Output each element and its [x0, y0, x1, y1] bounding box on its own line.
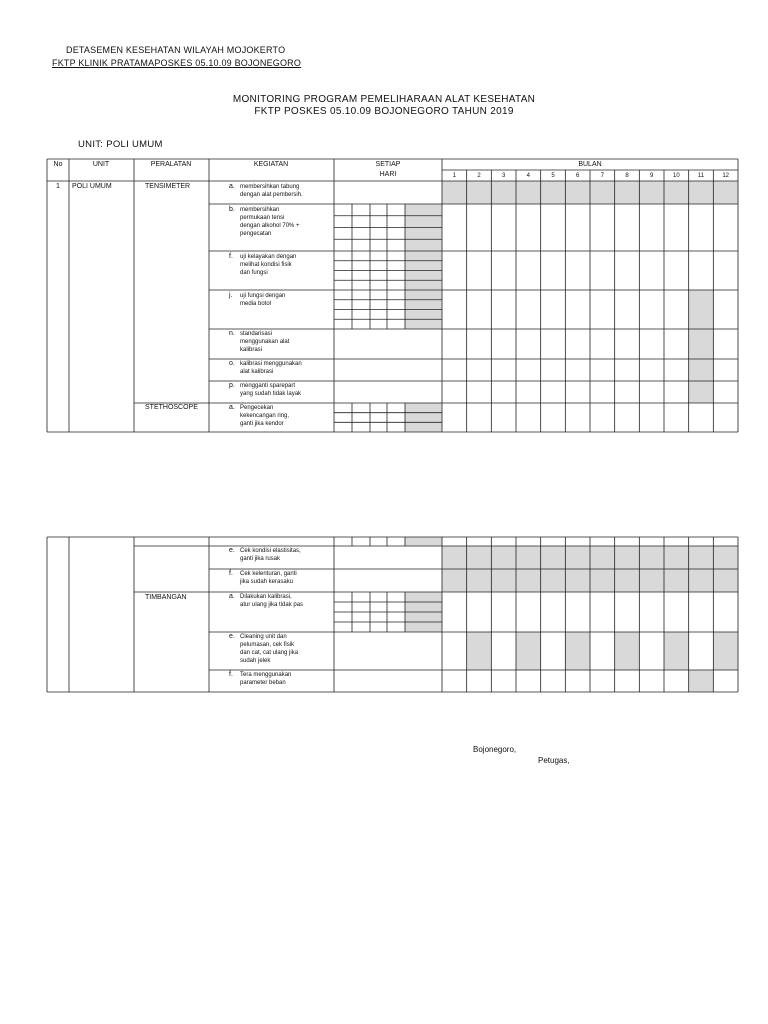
month-shaded-cell — [689, 546, 714, 569]
month-shaded-cell — [689, 329, 714, 359]
month-shaded-cell — [541, 569, 566, 592]
activity-text: yang sudah tidak layak — [240, 391, 302, 397]
month-shaded-cell — [516, 546, 541, 569]
month-shaded-cell — [590, 546, 615, 569]
month-shaded-cell — [615, 181, 640, 204]
activity-text: permukaan tensi — [240, 215, 285, 221]
month-number: 1 — [452, 173, 457, 179]
month-shaded-cell — [689, 290, 714, 329]
month-shaded-cell — [713, 181, 738, 204]
doc-title-line-1: MONITORING PROGRAM PEMELIHARAAN ALAT KESEHATAN — [232, 94, 536, 105]
activity-text: ganti jika rusak — [240, 556, 281, 562]
month-number: 2 — [477, 173, 481, 179]
month-shaded-cell — [664, 181, 689, 204]
month-number: 8 — [625, 173, 629, 179]
activity-text: standarisasi — [240, 331, 273, 337]
activity-letter: f. — [229, 253, 233, 260]
activity-text: media botol — [240, 301, 272, 307]
month-shaded-cell — [639, 181, 664, 204]
activity-text: parameter beban — [240, 680, 286, 686]
month-shaded-cell — [565, 632, 590, 670]
month-number: 9 — [649, 173, 654, 179]
month-shaded-cell — [713, 632, 738, 670]
row-number: 1 — [56, 183, 60, 190]
equipment-timbangan: TIMBANGAN — [145, 594, 187, 601]
activity-text: pengecatan — [240, 231, 272, 237]
activity-text: kalibrasi — [240, 347, 263, 353]
signature-place: Bojonegoro, — [473, 745, 517, 754]
month-number: 7 — [600, 173, 605, 179]
header-line-1: DETASEMEN KESEHATAN WILAYAH MOJOKERTO — [66, 45, 286, 55]
activity-text: mengganti sparepart — [240, 383, 296, 389]
header-bulan: BULAN — [578, 161, 602, 168]
month-number: 12 — [722, 173, 730, 179]
month-number: 4 — [526, 173, 531, 179]
activity-text: atur ulang jika tidak pas — [240, 602, 304, 608]
month-shaded-cell — [516, 569, 541, 592]
activity-text: Cleaning unit dan — [240, 634, 287, 640]
activity-letter: p. — [229, 382, 235, 389]
activity-text: Tera menggunakan — [240, 672, 292, 678]
day-shaded-cell — [405, 403, 442, 432]
month-shaded-cell — [491, 569, 516, 592]
equipment-stethoscope: STETHOSCOPE — [145, 404, 198, 411]
activity-letter: n. — [229, 330, 235, 337]
header-kegiatan: KEGIATAN — [253, 161, 289, 168]
month-shaded-cell — [491, 181, 516, 204]
month-shaded-cell — [689, 569, 714, 592]
activity-letter: a. — [229, 593, 235, 600]
month-shaded-cell — [689, 670, 714, 692]
month-number: 6 — [575, 173, 580, 179]
activity-text: melihat kondisi fisik — [240, 262, 292, 268]
activity-text: Dilakukan kalibrasi, — [240, 594, 292, 600]
activity-text: Cek kondisi elastisitas, — [240, 548, 301, 554]
activity-text: membersihkan — [240, 207, 280, 213]
activity-text: Pengecekan — [240, 405, 274, 411]
activity-letter: b. — [229, 206, 235, 213]
activity-text: kekencangan ring, — [240, 413, 290, 419]
activity-letter: e. — [229, 633, 235, 640]
month-shaded-cell — [664, 546, 689, 569]
month-shaded-cell — [590, 569, 615, 592]
month-shaded-cell — [689, 359, 714, 381]
month-shaded-cell — [442, 569, 467, 592]
month-shaded-cell — [615, 632, 640, 670]
month-shaded-cell — [689, 181, 714, 204]
month-shaded-cell — [467, 632, 492, 670]
signature-officer: Petugas, — [538, 756, 570, 765]
month-shaded-cell — [639, 546, 664, 569]
header-hari: HARI — [379, 171, 397, 178]
equipment-tensimeter: TENSIMETER — [145, 183, 191, 190]
activity-text: sudah jelek — [240, 658, 271, 664]
activity-text: ganti jika kendor — [240, 421, 284, 427]
month-number: 5 — [551, 173, 555, 179]
month-shaded-cell — [467, 546, 492, 569]
activity-text: membersihkan tabung — [240, 184, 300, 190]
activity-text: dan fungsi — [240, 270, 268, 276]
header-no: No — [53, 161, 63, 168]
month-shaded-cell — [713, 546, 738, 569]
month-shaded-cell — [565, 546, 590, 569]
month-shaded-cell — [713, 569, 738, 592]
month-number: 3 — [501, 173, 506, 179]
header-unit: UNIT — [92, 161, 110, 168]
row-unit: POLI UMUM — [72, 183, 112, 190]
month-shaded-cell — [590, 181, 615, 204]
month-number: 11 — [697, 173, 705, 179]
month-shaded-cell — [664, 632, 689, 670]
header-setiap: SETIAP — [375, 161, 401, 168]
day-shaded-cell — [405, 537, 442, 546]
month-shaded-cell — [565, 181, 590, 204]
activity-text: dengan alkohol 70% + — [240, 223, 300, 229]
activity-letter: o. — [229, 360, 235, 367]
activity-text: uji fungsi dengan — [240, 293, 286, 299]
month-shaded-cell — [664, 569, 689, 592]
activity-letter: a. — [229, 183, 235, 190]
header-peralatan: PERALATAN — [150, 161, 192, 168]
month-shaded-cell — [639, 569, 664, 592]
doc-title-line-2: FKTP POSKES 05.10.09 BOJONEGORO TAHUN 2019 — [254, 106, 514, 117]
month-shaded-cell — [442, 181, 467, 204]
month-shaded-cell — [615, 569, 640, 592]
activity-text: dengan alat pembersih. — [240, 192, 303, 198]
activity-letter: f. — [229, 671, 233, 678]
month-shaded-cell — [467, 181, 492, 204]
month-shaded-cell — [689, 381, 714, 403]
header-line-2: FKTP KLINIK PRATAMAPOSKES 05.10.09 BOJONEGORO — [52, 58, 302, 68]
activity-text: Cek kelenturan, ganti — [240, 571, 297, 577]
month-shaded-cell — [565, 569, 590, 592]
month-shaded-cell — [516, 181, 541, 204]
month-shaded-cell — [541, 546, 566, 569]
activity-text: alat kalibrasi — [240, 369, 274, 375]
month-number: 10 — [672, 173, 680, 179]
activity-text: menggunakan alat — [240, 339, 290, 345]
unit-label: UNIT: POLI UMUM — [78, 139, 163, 150]
activity-letter: f. — [229, 570, 233, 577]
activity-text: dan cat, cat ulang jika — [240, 650, 299, 656]
activity-letter: a. — [229, 404, 235, 411]
month-shaded-cell — [541, 181, 566, 204]
activity-text: jika sudah kerasaku — [240, 579, 294, 585]
month-shaded-cell — [467, 569, 492, 592]
month-shaded-cell — [615, 546, 640, 569]
activity-letter: e. — [229, 547, 235, 554]
month-shaded-cell — [491, 546, 516, 569]
month-shaded-cell — [442, 546, 467, 569]
activity-text: pelumasan, cek fisik — [240, 642, 295, 648]
activity-text: uji kelayakan dengan — [240, 254, 297, 260]
month-shaded-cell — [516, 632, 541, 670]
activity-text: kalibrasi menggunakan — [240, 361, 302, 367]
activity-letter: j. — [229, 292, 233, 299]
